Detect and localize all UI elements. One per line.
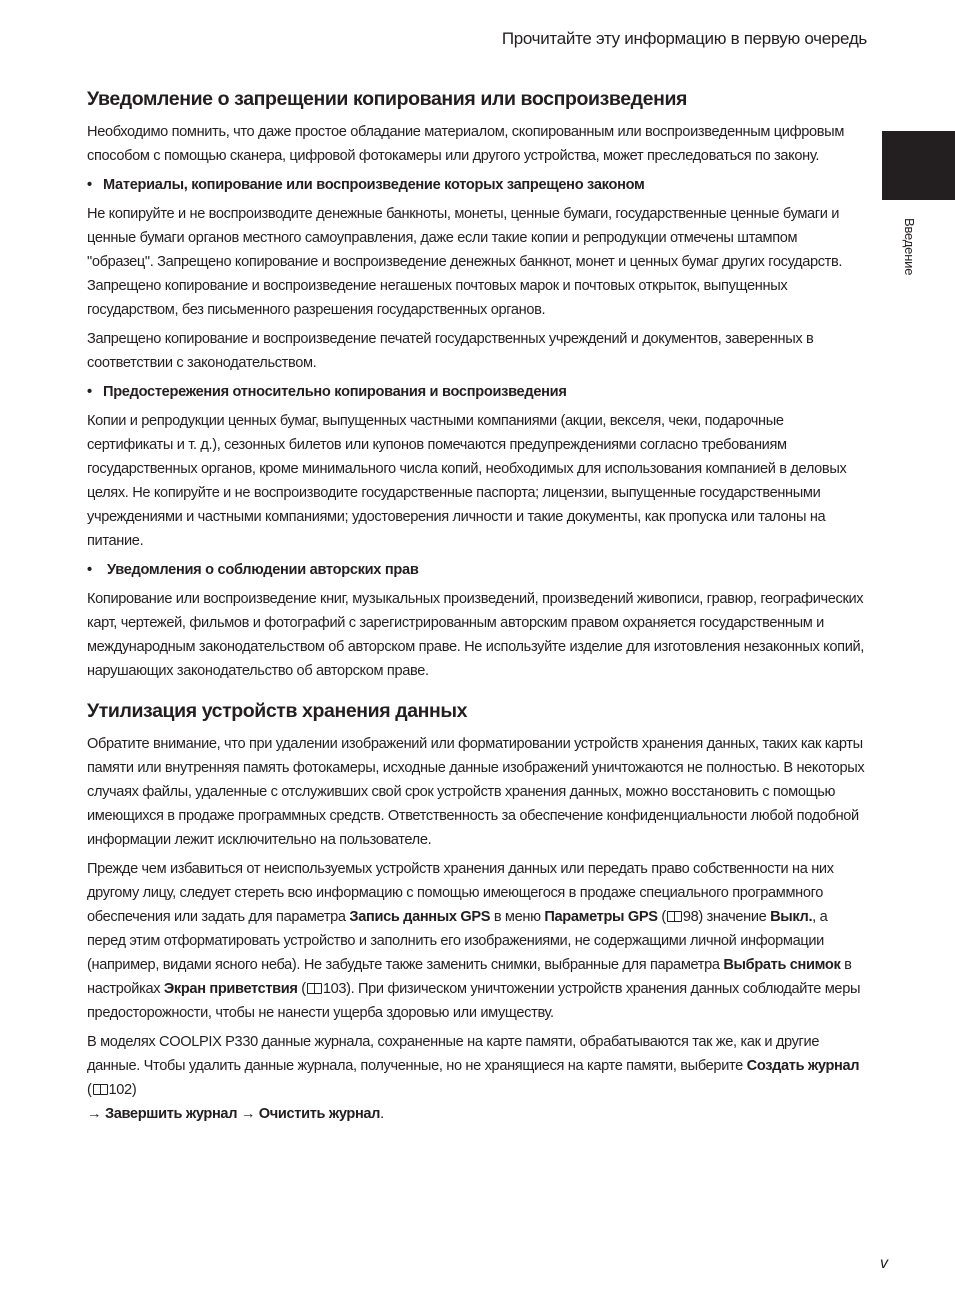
paragraph-stamps-documents: Запрещено копирование и воспроизведение печатей государственных учреждений и документов, заверенных в соответствии с законодательством.: [87, 331, 814, 371]
bullet-heading-text: Предостережения относительно копирования и воспроизведения: [103, 384, 567, 400]
paragraph-log-data: В моделях COOLPIX P330 данные журнала, сохраненные на карте памяти, обрабатываются так же, как и другие данные. Чтобы удалить данные журнала, полученные, но не хранящиеся на карте памяти, выберите Создать журнал ( 102) → Завершить журнал → Очистить журнал.: [87, 1034, 860, 1122]
bullet-heading-text: Материалы, копирование или воспроизведение которых запрещено законом: [103, 177, 645, 193]
setting-gps-log: Запись данных GPS: [349, 909, 491, 925]
bullet-heading-text: Уведомления о соблюдении авторских прав: [107, 562, 419, 578]
paragraph-copyright: Копирование или воспроизведение книг, музыкальных произведений, произведений живописи, гравюр, географических карт, чертежей, фильмов и фотографий с зарегистрированным авторским правом охраняется государственным и международным законодательством об авторском праве. Не используйте изделие для изготовления незаконных копий, нарушающих законодательство об авторском праве.: [87, 591, 865, 679]
copy-notice-intro: Необходимо помнить, что даже простое обладание материалом, скопированным или воспроизведенным цифровым способом с помощью сканера, цифровой фотокамеры или другого устройства, может преследоваться по закону.: [87, 124, 845, 164]
chapter-tab-marker: [882, 131, 955, 200]
setting-create-log: Создать журнал: [746, 1058, 860, 1074]
book-reference-icon: [667, 911, 682, 922]
bullet-heading-prohibited: [87, 173, 865, 197]
paragraph-disposal-notice: Обратите внимание, что при удалении изображений или форматировании устройств хранения данных, таких как карты памяти или внутренняя память фотокамеры, исходные данные изображений уничтожаются не полностью. В некоторых случаях файлы, удаленные с отслуживших свой срок устройств хранения данных, можно восстановить с помощью имеющихся в продаже программных средств. Ответственность за обеспечение конфиденциальности любой подобной информации лежит исключительно на пользователе.: [87, 736, 865, 848]
setting-welcome-screen: Экран приветствия: [163, 981, 298, 997]
page-content: [87, 88, 865, 1131]
paragraph-disposal-steps: Прежде чем избавиться от неиспользуемых устройств хранения данных или передать право собственности на них другому лицу, следует стереть всю информацию с помощью имеющегося в продаже специального программного обеспечения или задать для параметра Запись данных GPS в меню Параметры GPS ( 98) значение Выкл., а перед этим отформатировать устройство и заполнить его изображениями, не содержащими личной информации (например, видами ясного неба). Не забудьте также заменить снимки, выбранные для параметра Выбрать снимок в настройках Экран приветствия ( 103). При физическом уничтожении устройств хранения данных соблюдайте меры предосторожности, чтобы не нанести ущерба здоровью или имуществу.: [87, 861, 861, 1021]
book-reference-icon: [93, 1084, 108, 1095]
bullet-dot: •: [87, 384, 92, 400]
section-title-disposal: Утилизация устройств хранения данных: [87, 700, 468, 722]
running-header: Прочитайте эту информацию в первую очередь: [501, 29, 867, 48]
book-reference-icon: [307, 983, 322, 994]
value-off: Выкл.: [770, 909, 813, 925]
section-title-copy-notice: Уведомление о запрещении копирования или воспроизведения: [87, 88, 688, 110]
bullet-dot: •: [87, 177, 92, 193]
menu-path-end-clear-log: → Завершить журнал → Очистить журнал: [87, 1106, 381, 1122]
setting-choose-image: Выбрать снимок: [723, 957, 841, 973]
menu-gps-options: Параметры GPS: [544, 909, 658, 925]
paragraph-warnings: Копии и репродукции ценных бумаг, выпущенных частными компаниями (акции, векселя, чеки, подарочные сертификаты и т. д.), сезонных билетов или купонов помечаются предупреждениями согласно требованиям государственных органов, кроме минимального числа копий, необходимых для использования компанией в деловых целях. Не копируйте и не воспроизводите государственные паспорта; лицензии, выпущенные государственными учреждениями и частными компаниями; удостоверения личности и такие документы, как пропуска или талоны на питание.: [87, 413, 847, 549]
paragraph-prohibited-items: Не копируйте и не воспроизводите денежные банкноты, монеты, ценные бумаги, государственные ценные бумаги и ценные бумаги органов местного самоуправления, даже если такие копии и репродукции отмечены штампом "образец". Запрещено копирование и воспроизведение денежных банкнот, монет и ценных бумаг других государств. Запрещено копирование и воспроизведение негашеных почтовых марок и почтовых открыток, выпущенных государством, без письменного разрешения государственных органов.: [87, 206, 843, 318]
page-number: v: [880, 1255, 888, 1272]
chapter-side-label: Введение: [902, 218, 917, 276]
bullet-heading-warnings: [87, 380, 865, 404]
bullet-dot: •: [87, 562, 92, 578]
bullet-heading-copyright: [87, 558, 865, 582]
